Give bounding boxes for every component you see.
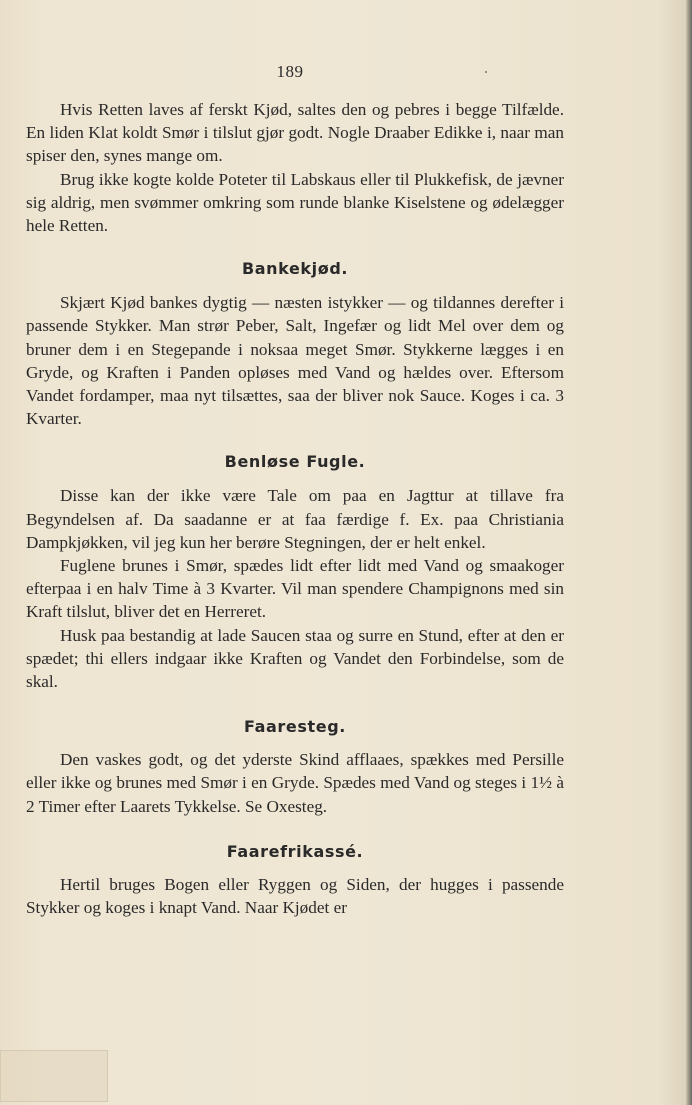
faaresteg-paragraph-1: Den vaskes godt, og det yderste Skind afflaaes, spækkes med Persille eller ikke og brunes med Smør i en Gryde. Spædes med Vand og steges i 1½ à 2 Timer efter Laarets Tykkelse. Se Oxesteg. (26, 750, 564, 816)
benlose-paragraph-2: Fuglene brunes i Smør, spædes lidt efter lidt med Vand og smaakoger efterpaa i en halv Time à 3 Kvarter. Vil man spendere Champignons med sin Kraft tilslut, bliver det en Herreret. (26, 556, 564, 622)
page-body (26, 98, 564, 919)
page-number: 189 (276, 62, 304, 81)
benlose-paragraph-3: Husk paa bestandig at lade Saucen staa og surre en Stund, efter at den er spædet; thi ellers indgaar ikke Kraften og Vandet den Forbindelse, som de skal. (26, 625, 564, 692)
bankekjod-paragraph-1: Skjært Kjød bankes dygtig — næsten istykker — og tildannes derefter i passende Stykker. Man strør Peber, Salt, Ingefær og lidt Mel over dem og bruner dem i en Stegepande i noksaa meget Smør. Stykkerne lægges i en Gryde, og Kraften i Panden opløses med Vand og hældes over. Eftersom Vandet fordamper, maa nyt tilsættes, saa der bliver nok Sauce. Koges i ca. 3 Kvarter. (26, 293, 564, 429)
intro-paragraph-2: Brug ikke kogte kolde Poteter til Labskaus eller til Plukkefisk, de jævner sig aldrig, men svømmer omkring som runde blanke Kiselstene og ødelægger hele Retten. (26, 169, 564, 236)
ink-speck (485, 71, 487, 73)
section-heading-benlose-fugle: Benløse Fugle. (224, 452, 366, 472)
section-heading-bankekjod: Bankekjød. (241, 259, 349, 279)
section-heading-faarefrikasse: Faarefrikassé. (226, 841, 364, 861)
intro-paragraph-1: Hvis Retten laves af ferskt Kjød, saltes den og pebres i begge Tilfælde. En liden Klat koldt Smør i tilslut gjør godt. Nogle Draaber Edikke i, naar man spiser den, synes mange om. (26, 100, 564, 166)
section-heading-faaresteg: Faaresteg. (244, 717, 346, 737)
paper-stain (0, 1050, 108, 1102)
benlose-paragraph-1: Disse kan der ikke være Tale om paa en Jagttur at tillave fra Begyndelsen af. Da saadanne er at faa færdige f. Ex. paa Christiania Dampkjøkken, vil jeg kun her berøre Stegningen, der er helt enkel. (26, 486, 564, 552)
faarefrikasse-paragraph-1: Hertil bruges Bogen eller Ryggen og Siden, der hugges i passende Stykker og koges i knapt Vand. Naar Kjødet er (26, 874, 564, 918)
page-edge (686, 0, 692, 1105)
